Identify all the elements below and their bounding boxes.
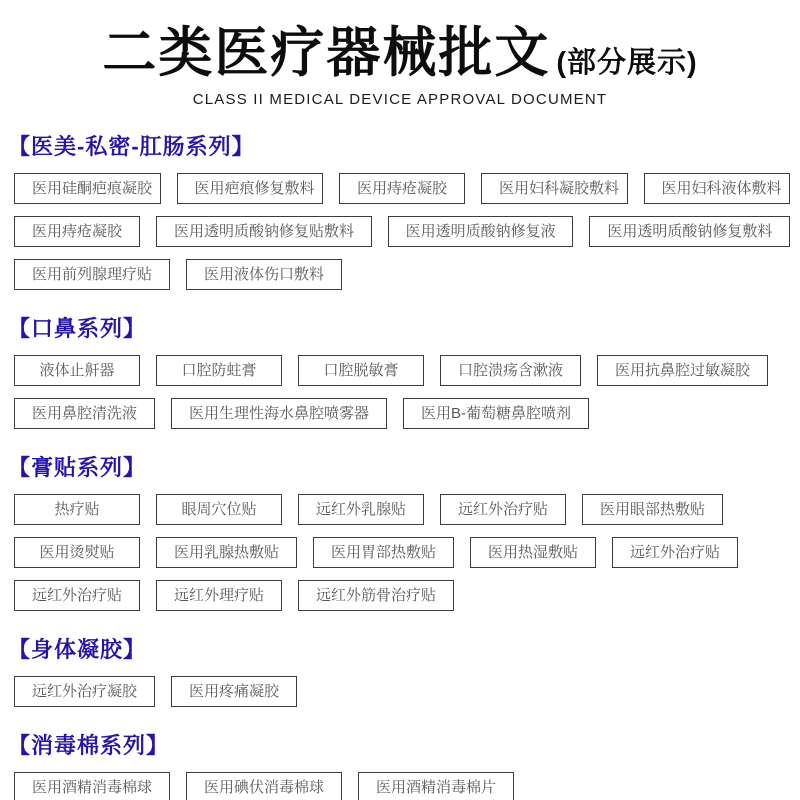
- device-item: 远红外理疗贴: [156, 580, 282, 611]
- device-item: 远红外治疗贴: [612, 537, 738, 568]
- device-item: 口腔脱敏膏: [298, 355, 424, 386]
- device-item: 远红外治疗贴: [440, 494, 566, 525]
- device-item: 医用透明质酸钠修复敷料: [589, 216, 790, 247]
- device-item: 医用液体伤口敷料: [186, 259, 342, 290]
- device-item: 医用热湿敷贴: [470, 537, 596, 568]
- section: [8, 633, 790, 707]
- sections-container: [0, 108, 800, 800]
- device-item: 医用乳腺热敷贴: [156, 537, 297, 568]
- device-item: 医用透明质酸钠修复液: [388, 216, 574, 247]
- device-item: 远红外治疗贴: [14, 580, 140, 611]
- section: [8, 312, 790, 429]
- item-row: [14, 355, 790, 386]
- item-row: [14, 216, 790, 247]
- device-item: 口腔溃疡含漱液: [440, 355, 581, 386]
- device-item: 液体止鼾器: [14, 355, 140, 386]
- section-heading: 【消毒棉系列】: [8, 733, 170, 759]
- device-item: 医用酒精消毒棉片: [358, 772, 514, 800]
- device-item: 医用妇科凝胶敷料: [481, 173, 628, 204]
- item-row: [14, 676, 790, 707]
- section-heading: 【身体凝胶】: [8, 637, 147, 663]
- section: [8, 130, 790, 290]
- device-item: 医用疼痛凝胶: [171, 676, 297, 707]
- document-header: [0, 0, 800, 108]
- item-row: [14, 398, 790, 429]
- item-row: [14, 494, 790, 525]
- device-item: 远红外乳腺贴: [298, 494, 424, 525]
- item-row: [14, 580, 790, 611]
- page-title: [0, 24, 800, 83]
- title-suffix: (部分展示): [556, 47, 698, 80]
- section-heading: 【口鼻系列】: [8, 316, 147, 342]
- section-heading: 【医美-私密-肛肠系列】: [8, 134, 255, 160]
- device-item: 医用硅酮疤痕凝胶: [14, 173, 161, 204]
- item-row: [14, 259, 790, 290]
- title-subtitle-en: CLASS II MEDICAL DEVICE APPROVAL DOCUMENT: [192, 91, 608, 109]
- device-item: 医用前列腺理疗贴: [14, 259, 170, 290]
- section-heading: 【膏贴系列】: [8, 455, 147, 481]
- item-row: [14, 173, 790, 204]
- device-item: 医用碘伏消毒棉球: [186, 772, 342, 800]
- device-item: 医用烫熨贴: [14, 537, 140, 568]
- section: [8, 729, 790, 800]
- device-item: 医用透明质酸钠修复贴敷料: [156, 216, 372, 247]
- item-row: [14, 537, 790, 568]
- device-item: 医用抗鼻腔过敏凝胶: [597, 355, 768, 386]
- device-item: 医用B-葡萄糖鼻腔喷剂: [403, 398, 589, 429]
- device-item: 医用疤痕修复敷料: [177, 173, 324, 204]
- device-item: 眼周穴位贴: [156, 494, 282, 525]
- device-item: 医用眼部热敷贴: [582, 494, 723, 525]
- device-item: 医用鼻腔清洗液: [14, 398, 155, 429]
- device-item: 远红外筋骨治疗贴: [298, 580, 454, 611]
- device-item: 医用痔疮凝胶: [339, 173, 465, 204]
- device-item: 远红外治疗凝胶: [14, 676, 155, 707]
- device-item: 医用生理性海水鼻腔喷雾器: [171, 398, 387, 429]
- device-item: 医用痔疮凝胶: [14, 216, 140, 247]
- device-item: 热疗贴: [14, 494, 140, 525]
- item-row: [14, 772, 790, 800]
- section: [8, 451, 790, 611]
- device-item: 医用酒精消毒棉球: [14, 772, 170, 800]
- device-item: 口腔防蛀膏: [156, 355, 282, 386]
- device-item: 医用胃部热敷贴: [313, 537, 454, 568]
- title-main: 二类医疗器械批文: [102, 23, 551, 83]
- device-item: 医用妇科液体敷料: [644, 173, 791, 204]
